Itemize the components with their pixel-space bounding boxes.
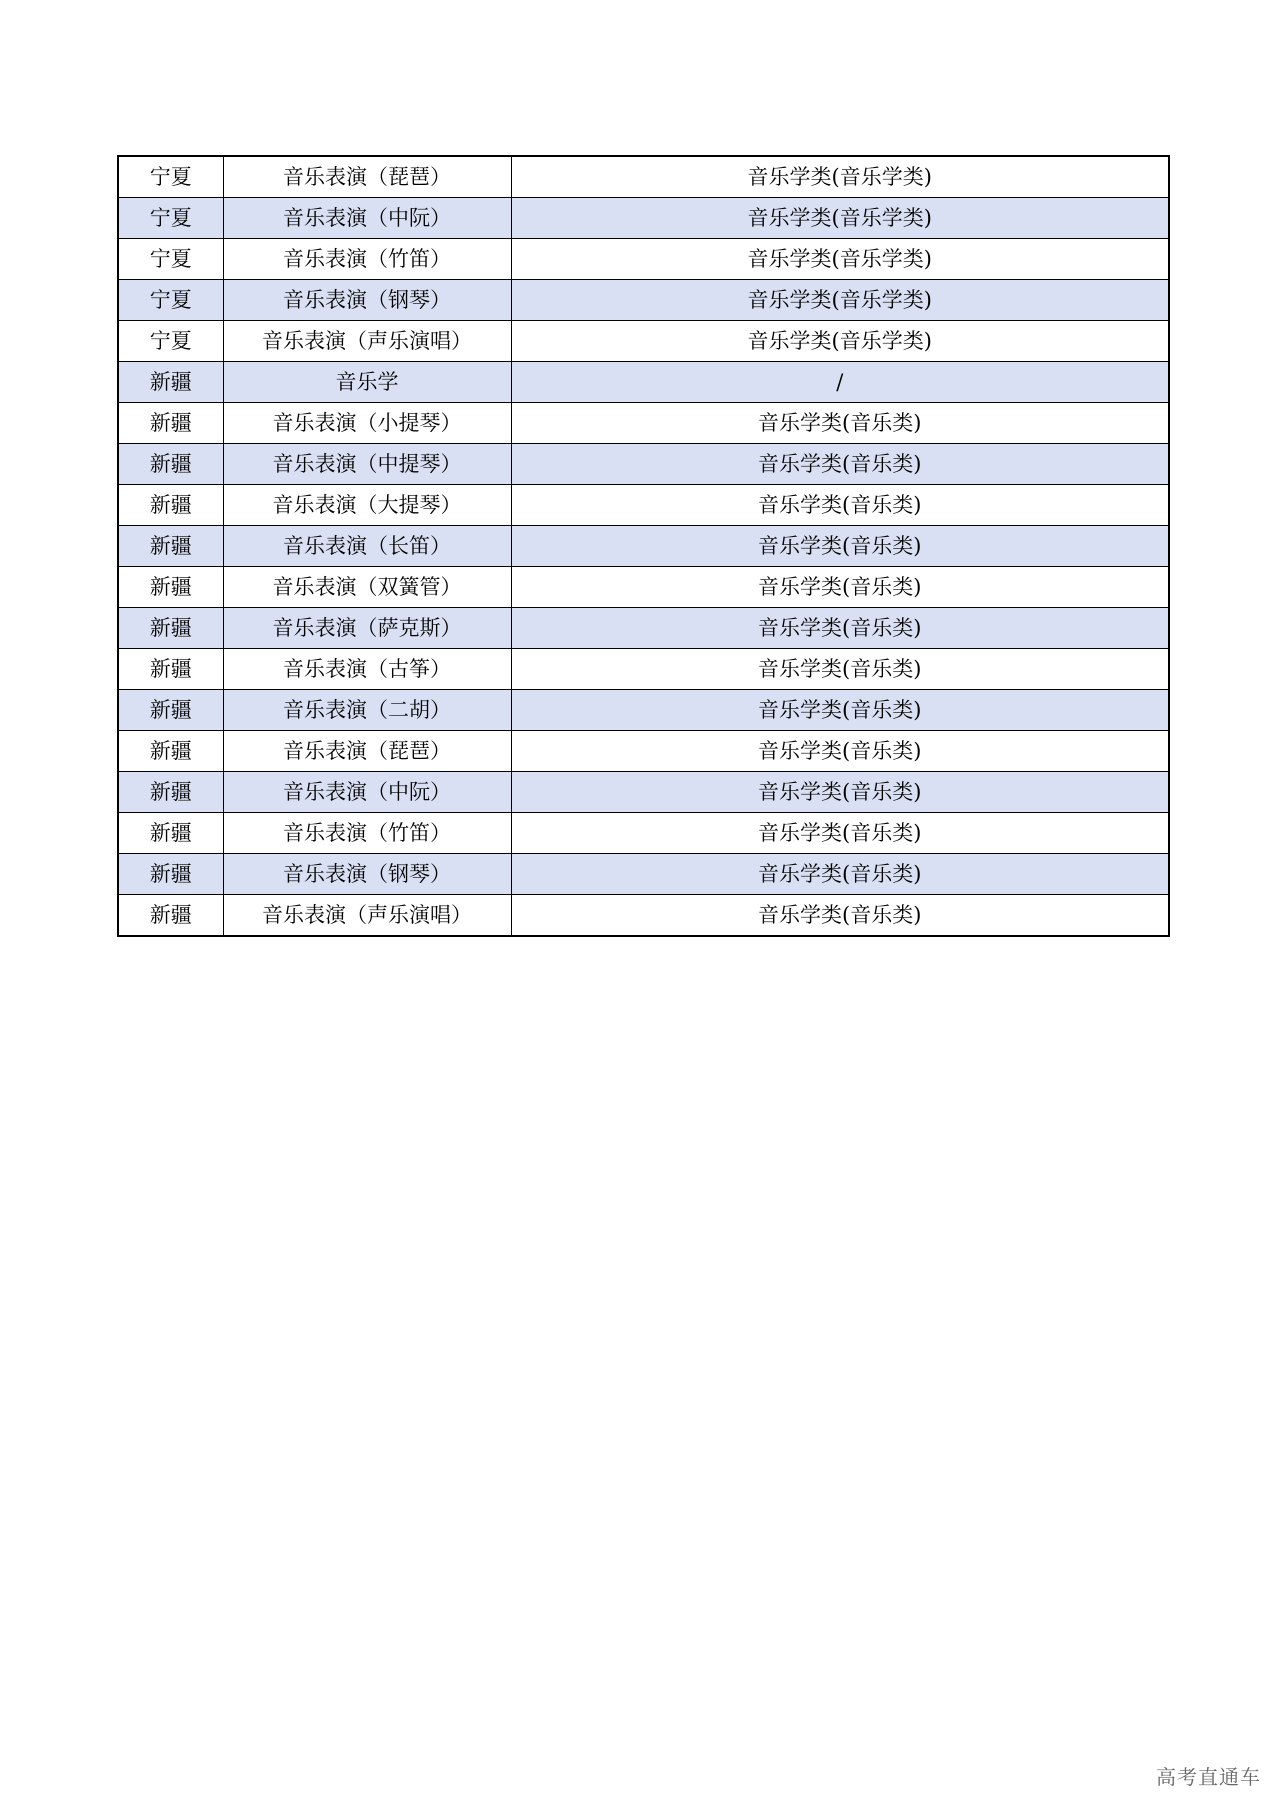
province-cell: 新疆: [118, 813, 223, 854]
category-cell: 音乐学类(音乐类): [511, 895, 1169, 937]
category-cell: 音乐学类(音乐类): [511, 813, 1169, 854]
major-cell: 音乐表演（大提琴）: [223, 485, 511, 526]
table-row: [118, 321, 1169, 362]
province-cell: 新疆: [118, 485, 223, 526]
category-cell: 音乐学类(音乐类): [511, 649, 1169, 690]
province-cell: 宁夏: [118, 321, 223, 362]
category-cell: 音乐学类(音乐类): [511, 526, 1169, 567]
major-cell: 音乐表演（中提琴）: [223, 444, 511, 485]
province-cell: 新疆: [118, 608, 223, 649]
category-cell: 音乐学类(音乐类): [511, 403, 1169, 444]
table-row: [118, 403, 1169, 444]
province-cell: 新疆: [118, 895, 223, 937]
major-cell: 音乐表演（声乐演唱）: [223, 321, 511, 362]
table-row: [118, 854, 1169, 895]
category-cell: 音乐学类(音乐类): [511, 731, 1169, 772]
province-cell: 宁夏: [118, 280, 223, 321]
major-cell: 音乐表演（小提琴）: [223, 403, 511, 444]
major-cell: 音乐表演（竹笛）: [223, 239, 511, 280]
table-row: [118, 608, 1169, 649]
major-cell: 音乐表演（钢琴）: [223, 854, 511, 895]
category-cell: 音乐学类(音乐类): [511, 608, 1169, 649]
table-row: [118, 156, 1169, 198]
table-row: [118, 444, 1169, 485]
province-cell: 新疆: [118, 690, 223, 731]
table-row: [118, 690, 1169, 731]
category-cell: 音乐学类(音乐类): [511, 854, 1169, 895]
major-cell: 音乐表演（竹笛）: [223, 813, 511, 854]
major-cell: 音乐表演（声乐演唱）: [223, 895, 511, 937]
table-row: [118, 362, 1169, 403]
province-cell: 新疆: [118, 403, 223, 444]
category-cell: 音乐学类(音乐类): [511, 444, 1169, 485]
province-cell: 宁夏: [118, 239, 223, 280]
category-cell: 音乐学类(音乐学类): [511, 280, 1169, 321]
major-cell: 音乐表演（琵琶）: [223, 156, 511, 198]
category-cell: 音乐学类(音乐类): [511, 485, 1169, 526]
major-cell: 音乐学: [223, 362, 511, 403]
table-body: [118, 156, 1169, 936]
major-cell: 音乐表演（长笛）: [223, 526, 511, 567]
table-row: [118, 485, 1169, 526]
category-cell: /: [511, 362, 1169, 403]
province-cell: 新疆: [118, 526, 223, 567]
table-row: [118, 526, 1169, 567]
major-cell: 音乐表演（钢琴）: [223, 280, 511, 321]
major-cell: 音乐表演（萨克斯）: [223, 608, 511, 649]
province-cell: 宁夏: [118, 198, 223, 239]
category-cell: 音乐学类(音乐学类): [511, 321, 1169, 362]
table-row: [118, 772, 1169, 813]
watermark-text: 高考直通车: [1156, 1765, 1261, 1789]
category-cell: 音乐学类(音乐学类): [511, 156, 1169, 198]
major-cell: 音乐表演（琵琶）: [223, 731, 511, 772]
table-row: [118, 813, 1169, 854]
major-cell: 音乐表演（二胡）: [223, 690, 511, 731]
table-row: [118, 280, 1169, 321]
major-cell: 音乐表演（双簧管）: [223, 567, 511, 608]
major-cell: 音乐表演（中阮）: [223, 772, 511, 813]
table-row: [118, 239, 1169, 280]
table-row: [118, 895, 1169, 937]
category-cell: 音乐学类(音乐类): [511, 567, 1169, 608]
province-cell: 新疆: [118, 649, 223, 690]
province-cell: 新疆: [118, 362, 223, 403]
category-cell: 音乐学类(音乐学类): [511, 239, 1169, 280]
major-cell: 音乐表演（中阮）: [223, 198, 511, 239]
category-cell: 音乐学类(音乐类): [511, 772, 1169, 813]
province-cell: 新疆: [118, 444, 223, 485]
category-cell: 音乐学类(音乐学类): [511, 198, 1169, 239]
table-row: [118, 567, 1169, 608]
province-cell: 宁夏: [118, 156, 223, 198]
province-cell: 新疆: [118, 567, 223, 608]
table-row: [118, 731, 1169, 772]
major-category-table: [117, 155, 1170, 937]
table-row: [118, 198, 1169, 239]
province-cell: 新疆: [118, 731, 223, 772]
province-cell: 新疆: [118, 854, 223, 895]
province-cell: 新疆: [118, 772, 223, 813]
table-row: [118, 649, 1169, 690]
major-cell: 音乐表演（古筝）: [223, 649, 511, 690]
category-cell: 音乐学类(音乐类): [511, 690, 1169, 731]
